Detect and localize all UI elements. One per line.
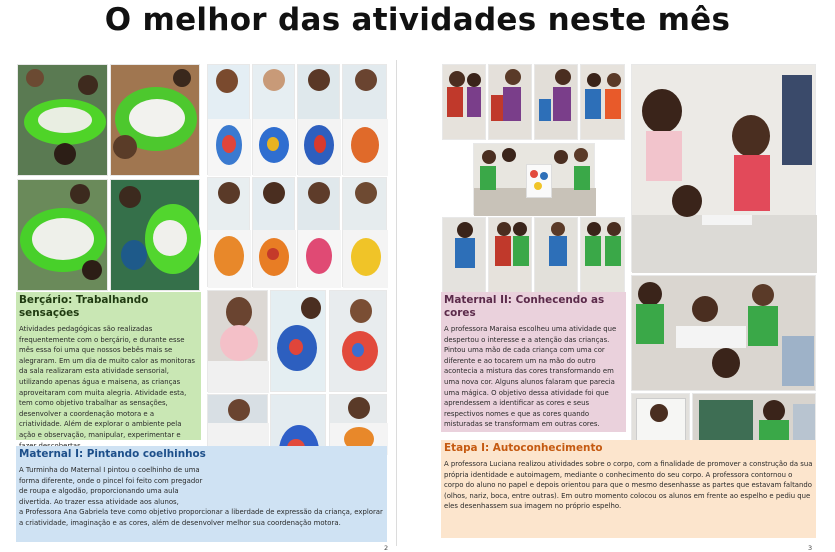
photo-maternal2-3 xyxy=(534,64,578,140)
newsletter-title: O melhor das atividades neste mês xyxy=(104,2,731,38)
page-number-left: 2 xyxy=(384,544,389,552)
photo-bercario-3 xyxy=(17,179,108,291)
etapa1-body: A professora Luciana realizou atividades sobre o corpo, com a finalidade de promover a construção da sua própria identidade e autoimagem, mediante o conhecimento do seu corpo. A professora contornou o corpo do aluno no papel e depois orientou para que o mesmo desenhasse as partes que estavam faltando (olhos, nariz, boca, entre outras). Em outro momento colocou os alunos em frente ao espelho e pediu que eles desenhassem sua imagem no próprio espelho. xyxy=(444,460,813,511)
photo-maternal1-14 xyxy=(329,394,387,454)
photo-maternal1-10 xyxy=(270,290,326,392)
bercario-section xyxy=(16,292,201,440)
maternal2-heading: Maternal II: Conhecendo as cores xyxy=(444,294,605,319)
photo-maternal2-6 xyxy=(442,217,486,293)
photo-bercario-4 xyxy=(110,179,200,291)
photo-maternal2-8 xyxy=(534,217,578,293)
photo-maternal2-2 xyxy=(488,64,532,140)
maternal1-body-part2: a Professora Ana Gabriela teve como objetivo proporcionar a liberdade de expressão da criança, explorar a criatividade, imaginação e as cores, além de desenvolver melhor sua coordenação motora. xyxy=(19,508,383,527)
maternal1-body-part1: A Turminha do Maternal I pintou o coelhinho de uma forma diferente, onde o pincel foi feito com pregador de roupa e algodão, proporcionando uma aula divertida. Ao trazer essa atividade aos alunos, xyxy=(19,466,203,506)
photo-maternal1-7 xyxy=(297,177,340,287)
photo-maternal2-5 xyxy=(473,143,595,215)
photo-maternal1-11 xyxy=(329,290,387,392)
maternal1-section xyxy=(16,446,387,542)
photo-maternal1-2 xyxy=(252,64,295,175)
page-number-right: 3 xyxy=(808,544,813,552)
photo-maternal2-1 xyxy=(442,64,486,140)
photo-maternal2-4 xyxy=(580,64,625,140)
photo-maternal1-6 xyxy=(252,177,295,287)
photo-etapa1-1 xyxy=(631,64,816,272)
maternal1-heading: Maternal I: Pintando coelhinhos xyxy=(19,448,206,460)
bercario-heading: Berçário: Trabalhando sensações xyxy=(19,294,149,319)
etapa1-section xyxy=(441,440,816,538)
etapa1-heading: Etapa I: Autoconhecimento xyxy=(444,442,603,454)
photo-maternal1-5 xyxy=(207,177,250,287)
photo-maternal1-4 xyxy=(342,64,387,175)
photo-maternal1-9 xyxy=(207,290,268,392)
photo-bercario-1 xyxy=(17,64,108,176)
photo-maternal1-12 xyxy=(207,394,268,446)
photo-maternal2-7 xyxy=(488,217,532,293)
photo-etapa1-2 xyxy=(631,275,816,391)
maternal2-body: A professora Maraisa escolheu uma atividade que despertou o interesse e a atenção das crianças. Pintou uma mão de cada criança com uma cor diferente e ao tocarem um na mão do outro acontecia a mistura das cores transformando em uma nova cor. Alguns alunos falaram que parecia uma mágica. O objetivo dessa atividade foi que aprendessem a identificar as cores e seus respectivos nomes e que as cores quando misturadas se transformam em outras cores. xyxy=(444,325,617,429)
left-page-edge xyxy=(396,60,397,546)
photo-bercario-2 xyxy=(110,64,200,176)
maternal2-section xyxy=(441,292,626,432)
bercario-body: Atividades pedagógicas são realizadas frequentemente com o berçário, e durante esse mês essa foi uma que nossos bebês mais se alegraram. Em um dia de muito calor as monitoras da sala realizaram esta atividade sensorial, utilizando apenas água e maisena, as crianças aproveitaram com muita alegria. Atividade esta, tem como objetivo trabalhar as sensações, desenvolver a coordenação motora e a criatividade. Além de explorar o ambiente pela ação e observação, manipular, experimentar e xyxy=(19,325,196,439)
photo-maternal1-8 xyxy=(342,177,387,287)
photo-maternal2-9 xyxy=(580,217,625,293)
photo-maternal1-1 xyxy=(207,64,250,175)
photo-maternal1-3 xyxy=(297,64,340,175)
